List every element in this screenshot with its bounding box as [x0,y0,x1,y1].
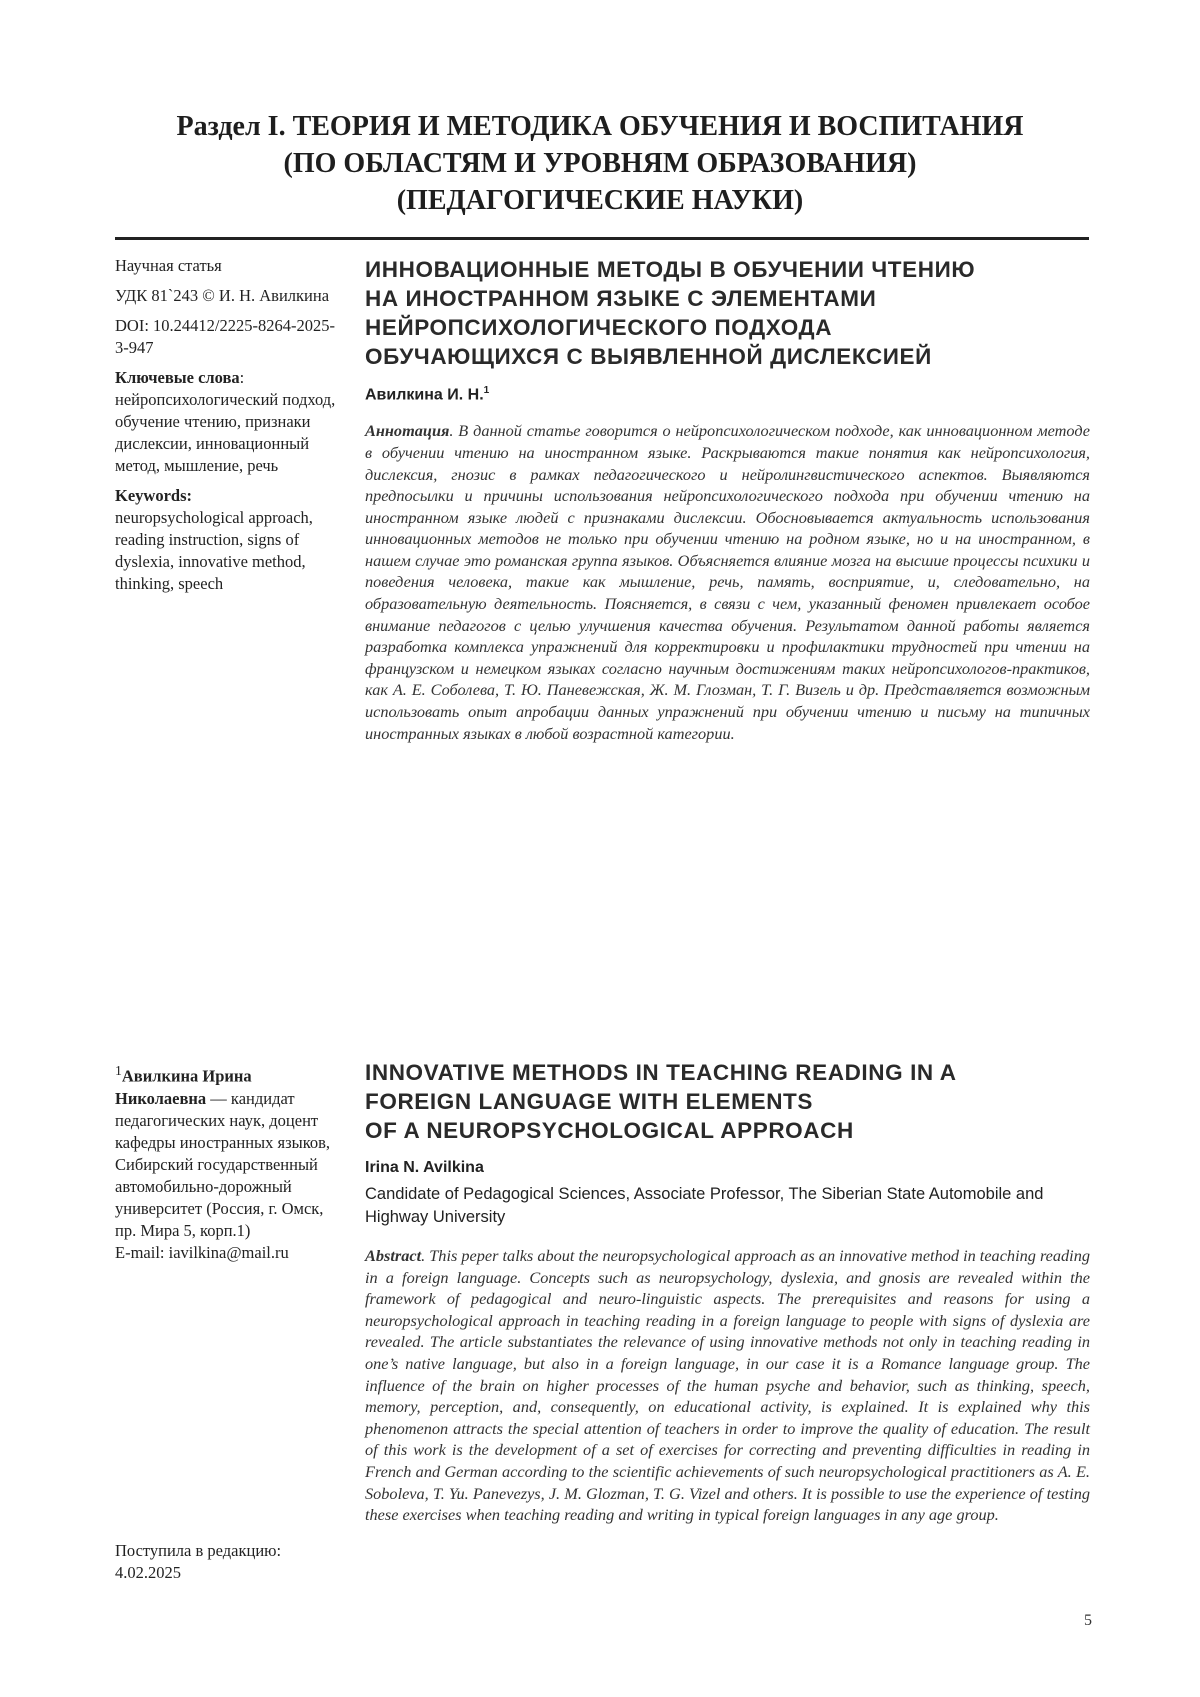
keywords-ru [115,367,345,477]
article-ru [365,255,1090,744]
article-en-title-line: OF A NEUROPSYCHOLOGICAL APPROACH [365,1116,1090,1145]
keywords-en-text: neuropsychological approach, reading instruction, signs of dyslexia, innovative method, thinking, speech [115,508,313,593]
article-en-title-line: INNOVATIVE METHODS IN TEACHING READING IN A [365,1058,1090,1087]
keywords-en [115,485,345,595]
article-ru-title-line: НА ИНОСТРАННОМ ЯЗЫКЕ С ЭЛЕМЕНТАМИ [365,284,1090,313]
header-divider [115,237,1089,240]
udc-code: УДК 81`243 © И. Н. Авилкина [115,285,345,307]
article-en [365,1058,1090,1526]
abstract-en-label: Abstract [365,1246,421,1265]
author-footnote-mark: 1 [484,385,490,396]
page-number: 5 [1070,1612,1092,1630]
author-info [115,1060,345,1264]
article-en-affiliation: Candidate of Pedagogical Sciences, Associate Professor, The Siberian State Automobile and Highway University [365,1183,1090,1229]
received-label: Поступила в редакцию: [115,1540,345,1562]
article-en-abstract [365,1245,1090,1526]
article-en-author: Irina N. Avilkina [365,1159,1090,1177]
sidebar-metadata [115,255,345,603]
article-type: Научная статья [115,255,345,277]
section-header [0,108,1200,219]
received-date: 4.02.2025 [115,1562,345,1584]
author-name: Авилкина И. Н. [365,386,484,403]
keywords-ru-label: Ключевые слова [115,368,240,387]
author-info-footnote-mark: 1 [115,1063,122,1078]
article-ru-abstract [365,420,1090,744]
abstract-ru-label: Аннотация [365,421,449,440]
sidebar-author-info [115,1060,345,1272]
author-email: E-mail: iavilkina@mail.ru [115,1243,289,1262]
article-ru-title-line: ОБУЧАЮЩИХСЯ С ВЫЯВЛЕННОЙ ДИСЛЕКСИЕЙ [365,342,1090,371]
author-credentials: — кандидат педагогических наук, доцент кафедры иностранных языков, Сибирский государственный автомобильно-дорожный университет (Россия, г. Омск, пр. Мира 5, корп.1) [115,1089,330,1240]
article-ru-title-line: НЕЙРОПСИХОЛОГИЧЕСКОГО ПОДХОДА [365,313,1090,342]
keywords-ru-text: : нейропсихологический подход, обучение чтению, признаки дислексии, инновационный метод, мышление, речь [115,368,335,475]
abstract-ru-text: . В данной статье говорится о нейропсихологическом подходе, как инновационном методе в обучении чтению на иностранном языке. Раскрываются такие понятия как нейропсихология, дислексия, гнозис в рамках педагогического и нейролингвистического аспектов. Выявляются предпосылки и причины использования нейропсихологического подхода при обучении чтению на иностранном языке людей с признаками дислексии. Обосновывается актуальность использования инновационных методов не только при обучении чтению на родном языке, но и на иностранном, в нашем случае это романская группа языков. Объясняется влияние мозга на высшие процессы психики и поведения человека, такие как мышление, речь, память, восприятие, и, следовательно, на образовательную деятельность. Поясняется, в связи с чем, указанный феномен привлекает особое внимание педагогов с целью улучшения качества обучения. Результатом данной работы является разработка комплекса упражнений для корректировки и профилактики трудностей при чтении на французском и немецком языках согласно научным достижениям таких нейропсихологов-практиков, как А. Е. Соболева, Т. Ю. Паневежская, Ж. М. Глозман, Т. Г. Визель и др. Представляется возможным использовать опыт апробации данных упражнений при обучении чтению и письму на типичных иностранных языках в любой возрастной категории. [365,421,1090,742]
section-header-line-1: Раздел I. ТЕОРИЯ И МЕТОДИКА ОБУЧЕНИЯ И ВОСПИТАНИЯ [0,108,1200,145]
abstract-en-text: . This peper talks about the neuropsychological approach as an innovative method in teaching reading in a foreign language. Concepts such as neuropsychology, dyslexia, and gnosis are revealed within the framework of pedagogical and neuro-linguistic aspects. The prerequisites and reasons for using a neuropsychological approach in teaching reading in a foreign language to people with signs of dyslexia are revealed. The article substantiates the relevance of using innovative methods not only in teaching reading in one’s native language, but also in a foreign language, in our case it is a Romance language group. The influence of the brain on higher processes of the human psyche and behavior, such as thinking, speech, memory, perception, and, consequently, on educational activity, is explained. It is explained why this phenomenon attracts the special attention of teachers in order to improve the quality of education. The result of this work is the development of a set of exercises for correcting and preventing difficulties in reading in French and German according to the scientific achievements of such neuropsychological practitioners as A. E. Soboleva, T. Yu. Panevezys, J. M. Glozman, T. G. Vizel and others. It is possible to use the experience of testing these exercises when teaching reading and writing in typical foreign languages in any age group. [365,1246,1090,1524]
article-en-title-line: FOREIGN LANGUAGE WITH ELEMENTS [365,1087,1090,1116]
article-ru-title-line: ИННОВАЦИОННЫЕ МЕТОДЫ В ОБУЧЕНИИ ЧТЕНИЮ [365,255,1090,284]
received-info [115,1540,345,1584]
author-full-name: Авилкина Ирина Николаевна [115,1067,252,1108]
section-header-line-2: (ПО ОБЛАСТЯМ И УРОВНЯМ ОБРАЗОВАНИЯ) [0,145,1200,182]
doi: DOI: 10.24412/2225-8264-2025-3-947 [115,315,345,359]
article-ru-title [365,255,1090,371]
article-ru-author [365,385,1090,404]
section-header-line-3: (ПЕДАГОГИЧЕСКИЕ НАУКИ) [0,182,1200,219]
keywords-en-label: Keywords: [115,486,192,505]
article-en-title [365,1058,1090,1145]
